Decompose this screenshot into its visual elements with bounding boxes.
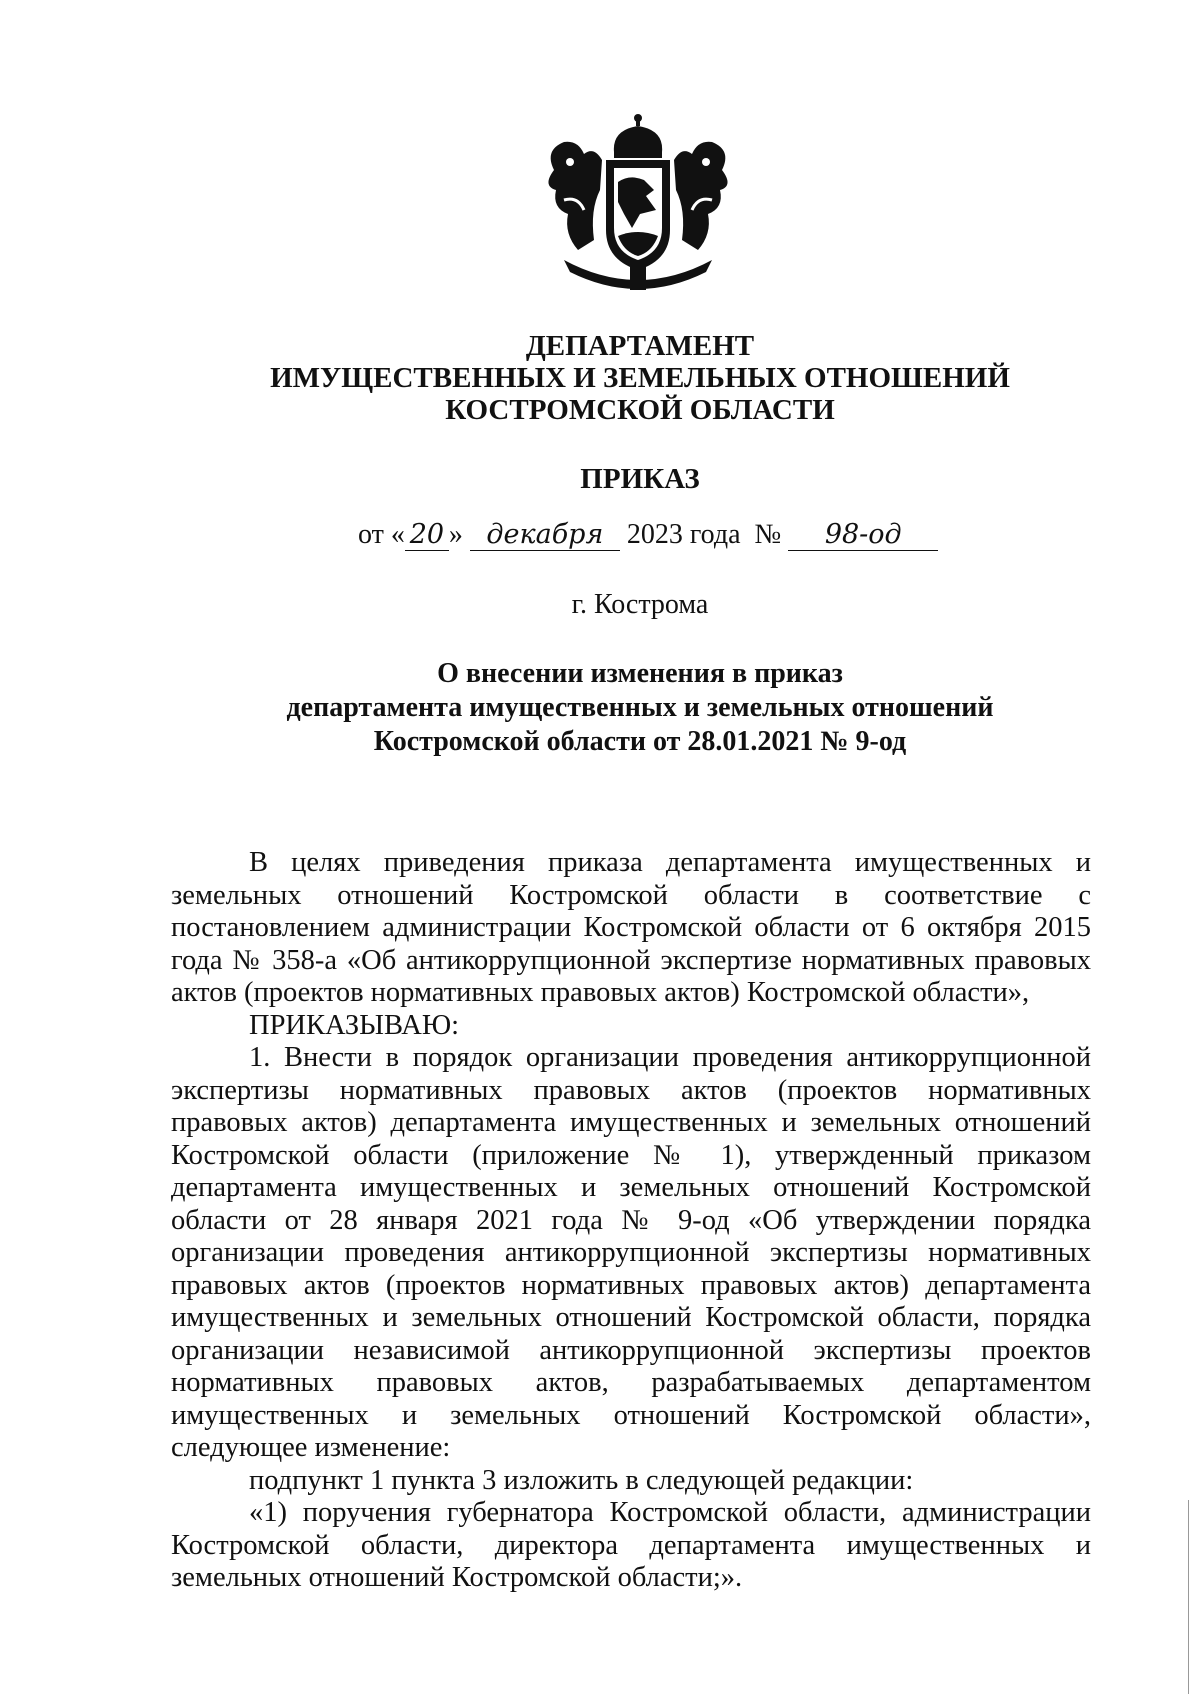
order-keyword: ПРИКАЗЫВАЮ: (249, 1009, 460, 1041)
title-line: Костромской области от 28.01.2021 № 9-од (373, 726, 907, 757)
coat-of-arms-emblem (534, 110, 742, 300)
preamble-paragraph: В целях приведения приказа департамента имущественных и земельных отношений Костромской области в соответствие с постановлением администрации Костромской области от 6 октября 2015 года № 358-а «Об антикоррупционной экспертизе нормативных правовых актов (проектов нормативных правовых актов) Костромской области», (171, 847, 1091, 1008)
date-prefix: от « (358, 519, 405, 550)
handwritten-month: декабря (470, 518, 620, 551)
scan-edge-line (1188, 1500, 1189, 1694)
amendment-paragraph: «1) поручения губернатора Костромской области, администрации Костромской области, директора департамента имущественных и земельных отношений Костромской области;». (171, 1497, 1091, 1593)
date-number-line (358, 518, 958, 552)
subitem-paragraph: подпункт 1 пункта 3 изложить в следующей редакции: (249, 1464, 914, 1496)
title-line: департамента имущественных и земельных отношений (286, 692, 994, 723)
number-sign: № (754, 519, 782, 550)
city-line: г. Кострома (571, 589, 709, 620)
date-mid: » (448, 519, 463, 550)
department-heading-line: ДЕПАРТАМЕНТ (525, 330, 755, 362)
department-heading (200, 330, 1080, 426)
document-body (171, 847, 1091, 1595)
item-1-paragraph: 1. Внести в порядок организации проведения антикоррупционной экспертизы нормативных правовых актов (проектов нормативных правовых актов) департамента имущественных и земельных отношений Костромской области (приложение № 1), утвержденный приказом департамента имущественных и земельных отношений Костромской области от 28 января 2021 года № 9-од «Об утверждении порядка организации проведения антикоррупционной экспертизы нормативных правовых актов (проектов нормативных правовых актов) департамента имущественных и земельных отношений Костромской области, порядка организации независимой антикоррупционной экспертизы проектов нормативных правовых актов, разрабатываемых департаментом имущественных и земельных отношений Костромской области», следующее изменение: (171, 1042, 1091, 1463)
department-heading-line: КОСТРОМСКОЙ ОБЛАСТИ (445, 394, 835, 426)
document-title (200, 657, 1080, 759)
document-type: ПРИКАЗ (580, 463, 700, 495)
handwritten-day: 20 (405, 518, 449, 551)
handwritten-number: 98-од (788, 518, 938, 551)
date-year: 2023 года (626, 519, 741, 550)
title-line: О внесении изменения в приказ (437, 658, 843, 689)
department-heading-line: ИМУЩЕСТВЕННЫХ И ЗЕМЕЛЬНЫХ ОТНОШЕНИЙ (270, 362, 1010, 394)
